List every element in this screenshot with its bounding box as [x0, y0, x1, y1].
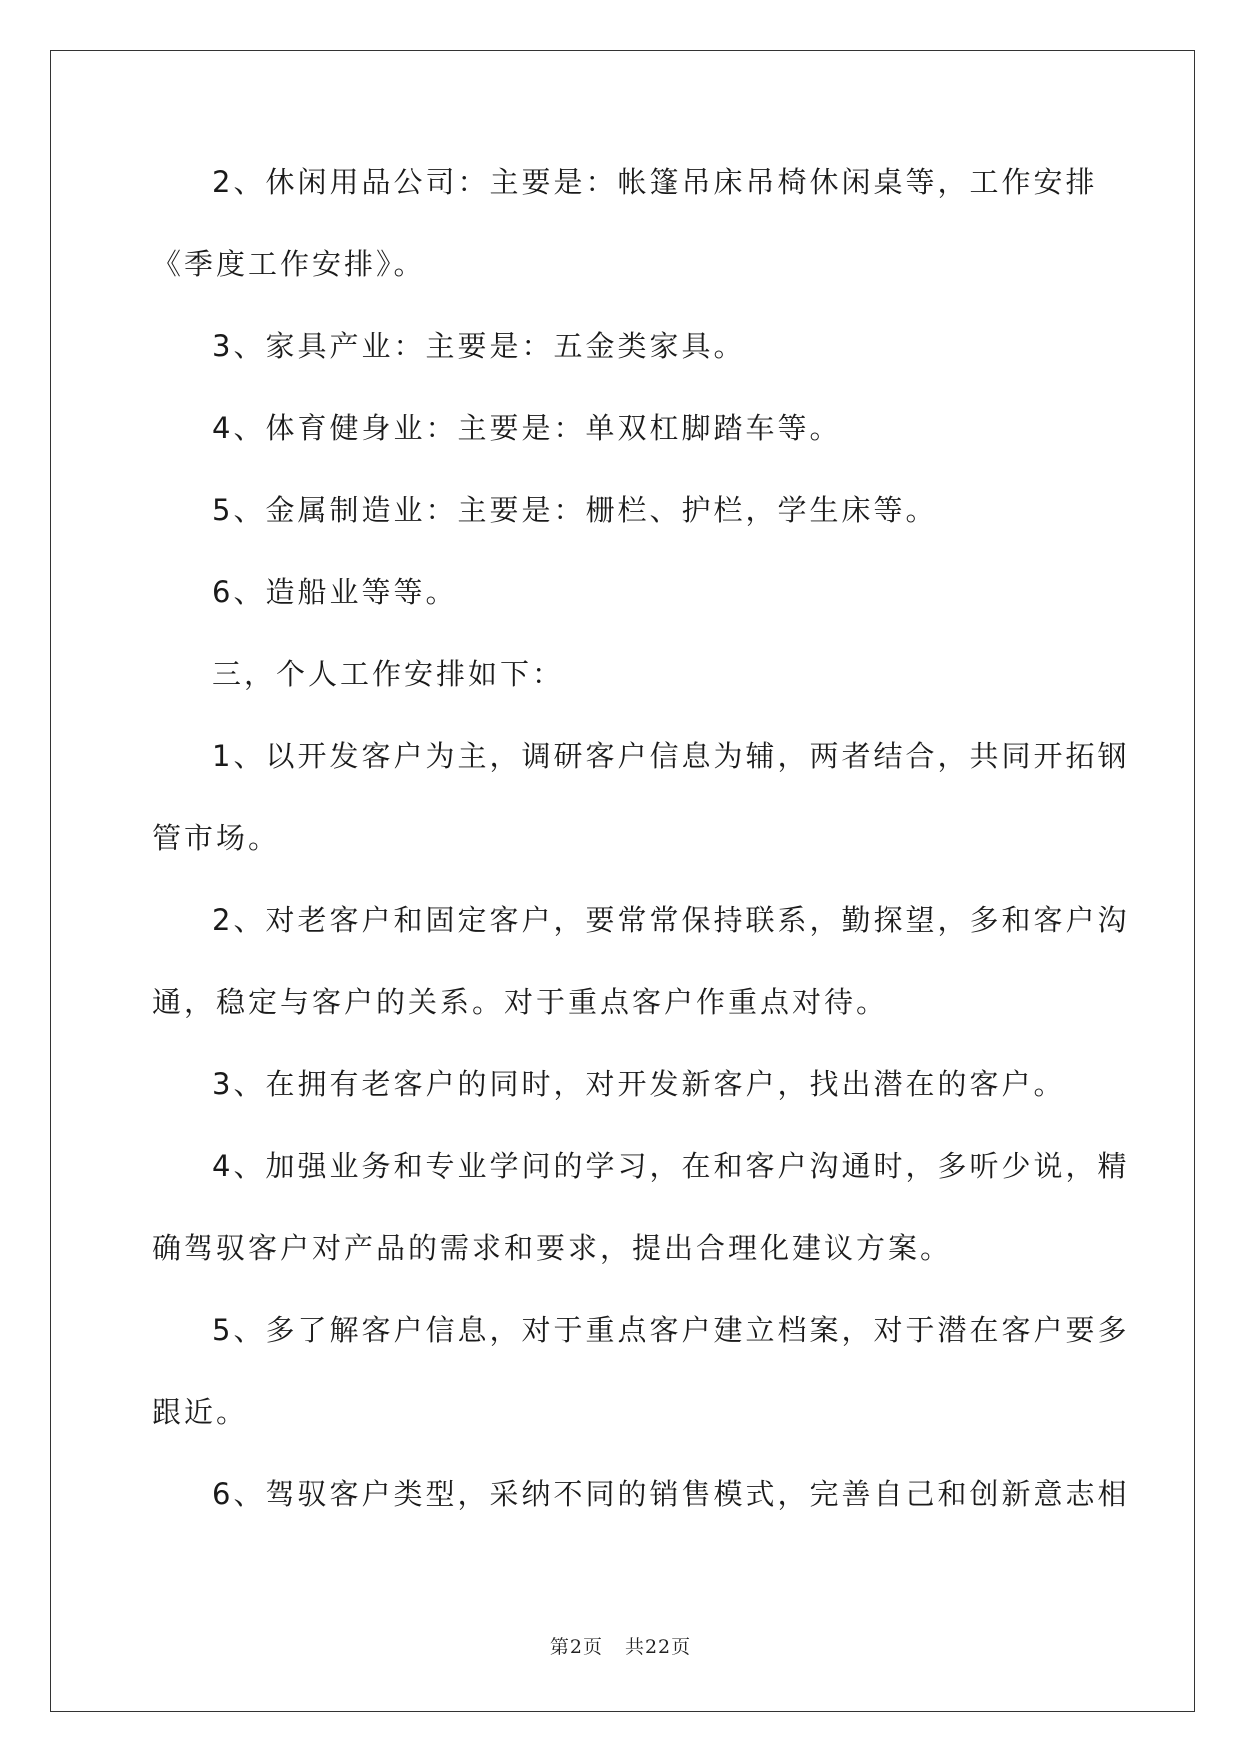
paragraph-1 — [152, 158, 1098, 288]
paragraph-line: 2、休闲用品公司：主要是：帐篷吊床吊椅休闲桌等，工作安排 — [212, 165, 1098, 199]
paragraph-3 — [152, 404, 1094, 452]
paragraph-line: 5、多了解客户信息，对于重点客户建立档案，对于潜在客户要多 — [212, 1313, 1130, 1347]
page-footer — [0, 1632, 1241, 1659]
paragraph-line: 《季度工作安排》。 — [152, 247, 426, 281]
paragraph-line: 2、对老客户和固定客户，要常常保持联系，勤探望，多和客户沟 — [212, 903, 1130, 937]
paragraph-line: 4、加强业务和专业学问的学习，在和客户沟通时，多听少说，精 — [212, 1149, 1130, 1183]
paragraph-8 — [152, 896, 1130, 1026]
section-heading — [152, 650, 1094, 698]
paragraph-line: 4、体育健身业：主要是：单双杠脚踏车等。 — [212, 411, 842, 445]
paragraph-line: 三，个人工作安排如下： — [212, 657, 565, 691]
paragraph-7 — [152, 732, 1130, 862]
paragraph-line: 6、造船业等等。 — [212, 575, 458, 609]
paragraph-line: 通，稳定与客户的关系。对于重点客户作重点对待。 — [152, 985, 889, 1019]
paragraph-line: 3、家具产业：主要是：五金类家具。 — [212, 329, 746, 363]
page-number: 第2页 — [549, 1636, 603, 1658]
paragraph-line: 确驾驭客户对产品的需求和要求，提出合理化建议方案。 — [152, 1231, 953, 1265]
paragraph-line: 3、在拥有老客户的同时，对开发新客户，找出潜在的客户。 — [212, 1067, 1066, 1101]
paragraph-line: 1、以开发客户为主，调研客户信息为辅，两者结合，共同开拓钢 — [212, 739, 1130, 773]
paragraph-12 — [152, 1470, 1130, 1518]
paragraph-line: 跟近。 — [152, 1395, 249, 1429]
page-total: 共22页 — [624, 1636, 692, 1658]
paragraph-11 — [152, 1306, 1130, 1436]
paragraph-line: 6、驾驭客户类型，采纳不同的销售模式，完善自己和创新意志相 — [212, 1477, 1130, 1511]
paragraph-4 — [152, 486, 1094, 534]
document-body — [152, 158, 1130, 1552]
paragraph-line: 管市场。 — [152, 821, 281, 855]
paragraph-9 — [152, 1060, 1094, 1108]
paragraph-2 — [152, 322, 1094, 370]
paragraph-10 — [152, 1142, 1130, 1272]
paragraph-line: 5、金属制造业：主要是：栅栏、护栏，学生床等。 — [212, 493, 938, 527]
paragraph-5 — [152, 568, 1094, 616]
